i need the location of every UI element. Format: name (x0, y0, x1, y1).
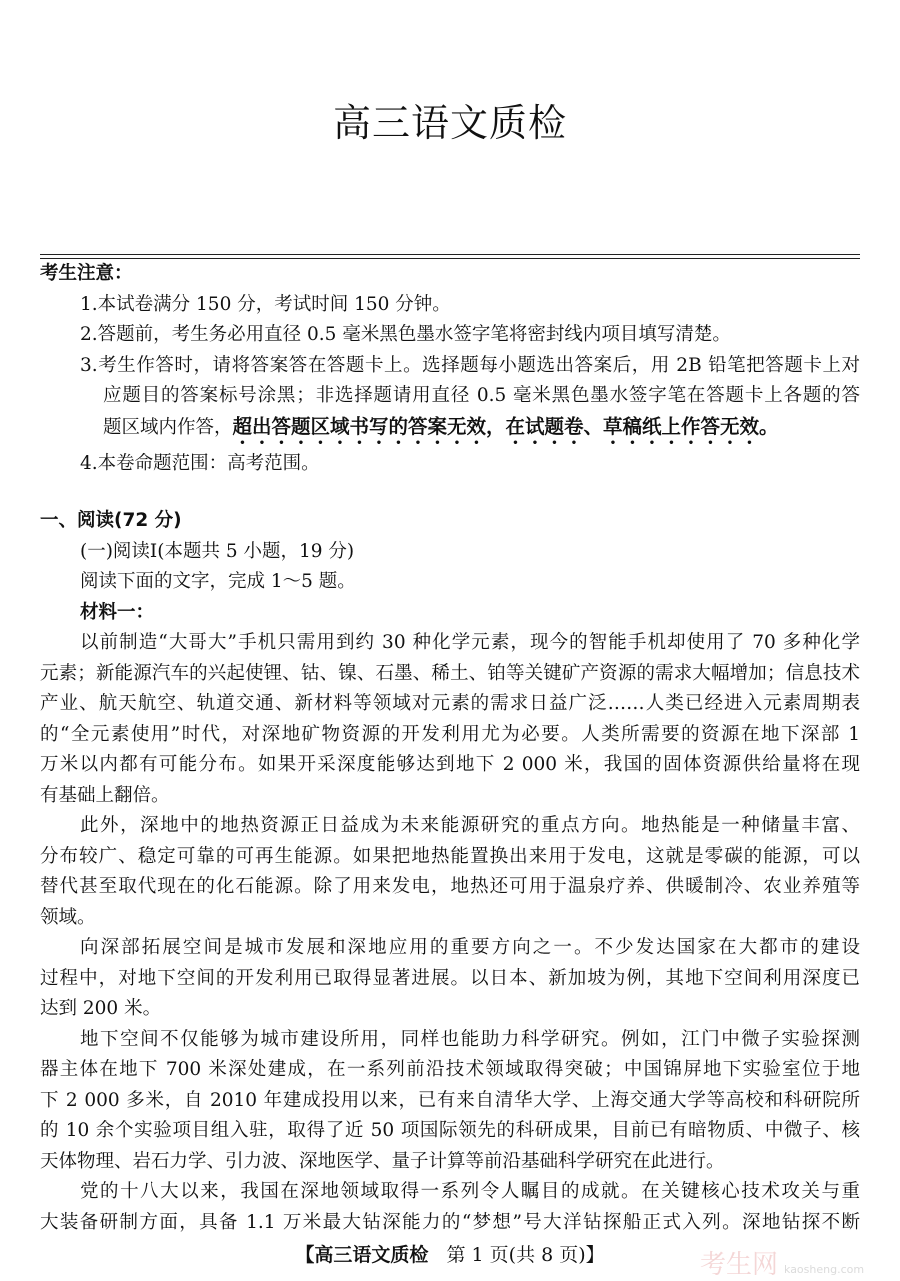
footer-title: 【高三语文质检 (295, 1244, 429, 1266)
paragraph (40, 1177, 860, 1238)
text-line: 万米以内都有可能分布。如果开采深度能够达到地下 2 000 米，我国的固体资源供给量将在现 (40, 754, 860, 775)
section-heading: 一、阅读(72 分) (40, 510, 182, 531)
notice-item: 3.考生作答时，请将答案答在答题卡上。选择题每小题选出答案后，用 2B 铅笔把答题卡上对 (80, 354, 860, 376)
text-line: 元素；新能源汽车的兴起使锂、钴、镍、石墨、稀土、铂等关键矿产资源的需求大幅增加；信息技术 (40, 662, 860, 684)
paragraph (40, 628, 860, 811)
page-title: 高三语文质检 (332, 101, 567, 145)
notice-item: 4.本卷命题范围：高考范围。 (80, 452, 320, 474)
text-line: 有基础上翻倍。 (40, 784, 170, 806)
watermark-logo (700, 1244, 864, 1281)
reading-section (40, 506, 860, 1238)
text-line: 器主体在地下 700 米深处建成，在一系列前沿技术领域取得突破；中国锦屏地下实验室位于地 (40, 1059, 860, 1080)
paragraph (40, 811, 860, 933)
material-label: 材料一： (80, 601, 155, 623)
text-line: 达到 200 米。 (40, 998, 162, 1019)
text-line: 替代甚至取代现在的化石能源。除了用来发电，地热还可用于温泉疗养、供暖制冷、农业养殖等 (40, 876, 860, 897)
text-line: 党的十八大以来，我国在深地领域取得一系列令人瞩目的成就。在关键核心技术攻关与重 (80, 1181, 860, 1202)
text-line: 地下空间不仅能够为城市建设所用，同样也能助力科学研究。例如，江门中微子实验探测 (80, 1028, 860, 1050)
notice-heading: 考生注意： (40, 263, 133, 284)
notice-item: 应题目的答案标号涂黑；非选择题请用直径 0.5 毫米黑色墨水签字笔在答题卡上各题的答 (103, 385, 860, 406)
text-line: 过程中，对地下空间的开发利用已取得显著进展。以日本、新加坡为例，其地下空间利用深度已 (40, 967, 860, 989)
notice-section (40, 259, 860, 479)
text-line: 分布较广、稳定可靠的可再生能源。如果把地热能置换出来用于发电，这就是零碳的能源，可以 (40, 845, 860, 867)
footer-page: 第 1 页(共 8 页)】 (446, 1244, 605, 1266)
text-line: 的 10 余个实验项目组入驻，取得了近 50 项国际领先的科研成果，目前已有暗物质、中微子、核 (40, 1120, 860, 1141)
text-line: 天体物理、岩石力学、引力波、深地医学、量子计算等前沿基础科学研究在此进行。 (40, 1150, 725, 1172)
subsection-heading: (一)阅读Ⅰ(本题共 5 小题，19 分) (80, 540, 355, 562)
text-line: 此外，深地中的地热资源正日益成为未来能源研究的重点方向。地热能是一种储量丰富、 (80, 815, 860, 836)
text-line: 产业、航天航空、轨道交通、新材料等领域对元素的需求日益广泛……人类已经进入元素周期表 (40, 693, 860, 714)
instruction: 阅读下面的文字，完成 1～5 题。 (80, 571, 356, 592)
notice-item: 2.答题前，考生务必用直径 0.5 毫米黑色墨水签字笔将密封线内项目填写清楚。 (80, 324, 731, 345)
emphasized-warning: 超出答题区域书写的答案无效，在试题卷、草稿纸上作答无效。 (232, 414, 779, 438)
text-line: 下 2 000 多米，自 2010 年建成投用以来，已有来自清华大学、上海交通大学等高校和科研院所 (40, 1089, 860, 1111)
text-line: 以前制造“大哥大”手机只需用到约 30 种化学元素，现今的智能手机却使用了 70 多种化学 (80, 632, 860, 653)
notice-item: 1.本试卷满分 150 分，考试时间 150 分钟。 (80, 293, 451, 315)
paragraph (40, 933, 860, 1025)
notice-text: 题区域内作答， (103, 416, 233, 438)
text-line: 领域。 (40, 906, 96, 928)
watermark-url: kaosheng.com (784, 1263, 865, 1276)
text-line: 向深部拓展空间是城市发展和深地应用的重要方向之一。不少发达国家在大都市的建设 (80, 937, 860, 958)
notice-item (40, 412, 860, 449)
paragraph (40, 1025, 860, 1178)
text-line: 大装备研制方面，具备 1.1 万米最大钻深能力的“梦想”号大洋钻探船正式入列。深地钻探不断 (40, 1211, 860, 1233)
watermark-brand: 考生网 (700, 1250, 779, 1280)
passage (40, 628, 860, 1238)
divider (40, 254, 860, 255)
text-line: 的“全元素使用”时代，对深地矿物资源的开发利用尤为必要。人类所需要的资源在地下深部 1 (40, 723, 860, 745)
